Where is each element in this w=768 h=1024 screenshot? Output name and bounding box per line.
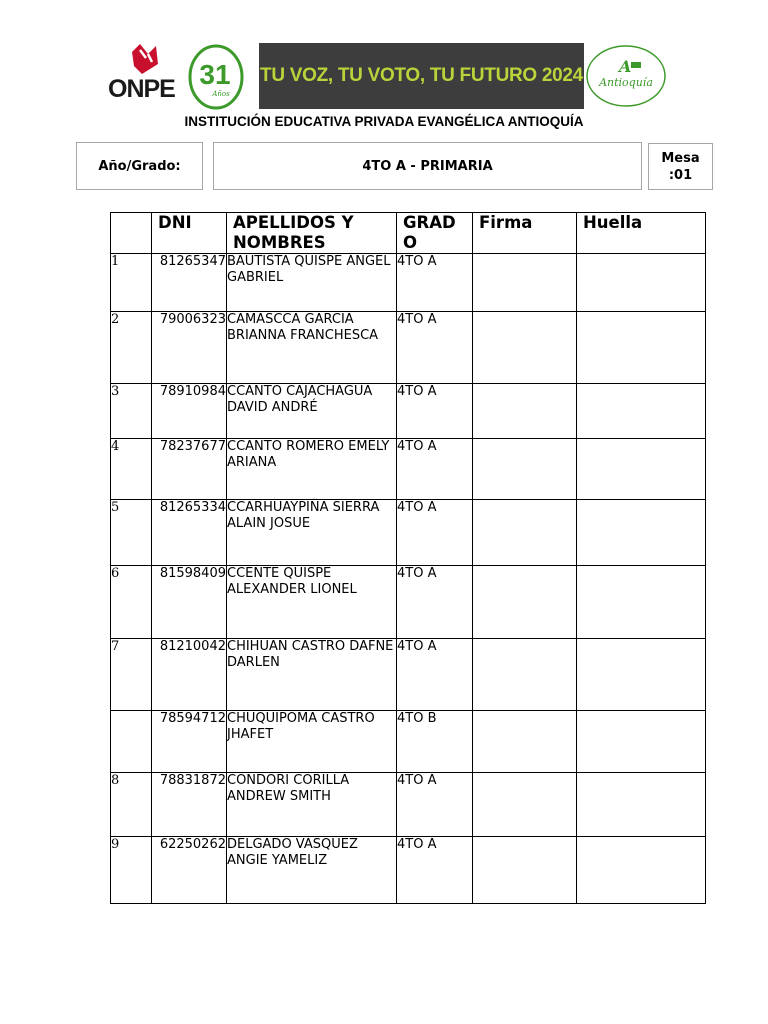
firma-cell[interactable] — [473, 312, 577, 384]
banner-text: TU VOZ, TU VOTO, TU FUTURO 2024 — [260, 65, 583, 86]
dni-value: 79006323 — [159, 312, 226, 327]
row-number: 3 — [111, 384, 152, 439]
grado-cell: 4TO B — [397, 711, 473, 773]
grado-cell: 4TO A — [397, 566, 473, 639]
table-row — [111, 254, 706, 312]
row-number: 6 — [111, 566, 152, 639]
firma-cell[interactable] — [473, 566, 577, 639]
column-header-grado: GRADO — [397, 213, 473, 254]
row-number: 9 — [111, 837, 152, 904]
table-row — [111, 384, 706, 439]
dni-cell — [152, 711, 227, 773]
dni-value: 81210042 — [159, 639, 226, 654]
firma-cell[interactable] — [473, 837, 577, 904]
name-cell: BAUTISTA QUISPE ANGEL GABRIEL — [227, 254, 397, 312]
huella-cell[interactable] — [577, 254, 706, 312]
anniversary-badge — [187, 44, 245, 110]
name-cell: CHIHUAN CASTRO DAFNE DARLEN — [227, 639, 397, 711]
grado-cell: 4TO A — [397, 439, 473, 500]
name-cell: CHUQUIPOMA CASTRO JHAFET — [227, 711, 397, 773]
name-cell: CCANTO CAJACHAGUA DAVID ANDRÉ — [227, 384, 397, 439]
huella-cell[interactable] — [577, 384, 706, 439]
mesa-number: :01 — [668, 167, 693, 183]
table-row — [111, 837, 706, 904]
huella-cell[interactable] — [577, 837, 706, 904]
anniversary-suffix: Años — [212, 90, 230, 98]
column-header-number — [111, 213, 152, 254]
dni-cell — [152, 773, 227, 837]
table-row — [111, 312, 706, 384]
row-number: 2 — [111, 312, 152, 384]
huella-cell[interactable] — [577, 566, 706, 639]
dni-value: 81598409 — [159, 566, 226, 581]
onpe-logo-text: ONPE — [108, 75, 175, 103]
dni-value: 78910984 — [159, 384, 226, 399]
dni-cell — [152, 312, 227, 384]
school-logo — [585, 44, 667, 108]
dni-cell — [152, 566, 227, 639]
firma-cell[interactable] — [473, 639, 577, 711]
page-header — [0, 0, 768, 112]
mesa-label: Mesa — [661, 150, 700, 166]
column-header-names: APELLIDOS Y NOMBRES — [227, 213, 397, 254]
grado-cell: 4TO A — [397, 837, 473, 904]
dni-cell — [152, 837, 227, 904]
firma-cell[interactable] — [473, 384, 577, 439]
huella-cell[interactable] — [577, 773, 706, 837]
dni-value: 81265347 — [159, 254, 226, 269]
grado-cell: 4TO A — [397, 312, 473, 384]
column-header-huella: Huella — [577, 213, 706, 254]
mesa-box — [648, 143, 713, 190]
dni-cell — [152, 254, 227, 312]
grade-value: 4TO A - PRIMARIA — [213, 142, 642, 190]
table-row — [111, 439, 706, 500]
table-row — [111, 500, 706, 566]
table-row — [111, 639, 706, 711]
name-cell: CCENTE QUISPE ALEXANDER LIONEL — [227, 566, 397, 639]
grado-cell: 4TO A — [397, 500, 473, 566]
huella-cell[interactable] — [577, 312, 706, 384]
huella-cell[interactable] — [577, 639, 706, 711]
campaign-banner — [259, 43, 584, 109]
grado-cell: 4TO A — [397, 773, 473, 837]
table-header-row — [111, 213, 706, 254]
huella-cell[interactable] — [577, 500, 706, 566]
name-cell: CCARHUAYPIÑA SIERRA ALAIN JOSUE — [227, 500, 397, 566]
dni-value: 62250262 — [159, 837, 226, 852]
name-cell: DELGADO VASQUEZ ANGIE YAMELIZ — [227, 837, 397, 904]
dni-value: 78831872 — [159, 773, 226, 788]
row-number: 8 — [111, 773, 152, 837]
huella-cell[interactable] — [577, 711, 706, 773]
school-logo-mark: A — [619, 57, 632, 76]
firma-cell[interactable] — [473, 254, 577, 312]
row-number: 1 — [111, 254, 152, 312]
ballot-hand-icon — [128, 42, 162, 76]
column-header-firma: Firma — [473, 213, 577, 254]
voter-roster-table — [110, 212, 706, 904]
institution-title: INSTITUCIÓN EDUCATIVA PRIVADA EVANGÉLICA ANTIOQUÍA — [184, 114, 584, 129]
dni-cell — [152, 500, 227, 566]
name-cell: CONDORI CORILLA ANDREW SMITH — [227, 773, 397, 837]
row-number: 5 — [111, 500, 152, 566]
grade-label: Año/Grado: — [76, 142, 203, 190]
column-header-dni: DNI — [152, 213, 227, 254]
school-logo-text: Antioquía — [599, 76, 653, 89]
table-row — [111, 773, 706, 837]
row-number: 7 — [111, 639, 152, 711]
dni-cell — [152, 384, 227, 439]
dni-value: 78237677 — [159, 439, 226, 454]
name-cell: CAMASCCA GARCIA BRIANNA FRANCHESCA — [227, 312, 397, 384]
grado-cell: 4TO A — [397, 254, 473, 312]
dni-value: 81265334 — [159, 500, 226, 515]
dni-cell — [152, 439, 227, 500]
grado-cell: 4TO A — [397, 639, 473, 711]
dni-cell — [152, 639, 227, 711]
table-row — [111, 566, 706, 639]
grado-cell: 4TO A — [397, 384, 473, 439]
firma-cell[interactable] — [473, 500, 577, 566]
row-number: 4 — [111, 439, 152, 500]
open-book-icon — [631, 62, 641, 68]
firma-cell[interactable] — [473, 711, 577, 773]
firma-cell[interactable] — [473, 439, 577, 500]
dni-value: 78594712 — [159, 711, 226, 726]
huella-cell[interactable] — [577, 439, 706, 500]
name-cell: CCANTO ROMERO EMELY ARIANA — [227, 439, 397, 500]
table-row — [111, 711, 706, 773]
anniversary-number: 31 — [199, 59, 231, 90]
onpe-logo — [108, 42, 184, 104]
firma-cell[interactable] — [473, 773, 577, 837]
row-number — [111, 711, 152, 773]
